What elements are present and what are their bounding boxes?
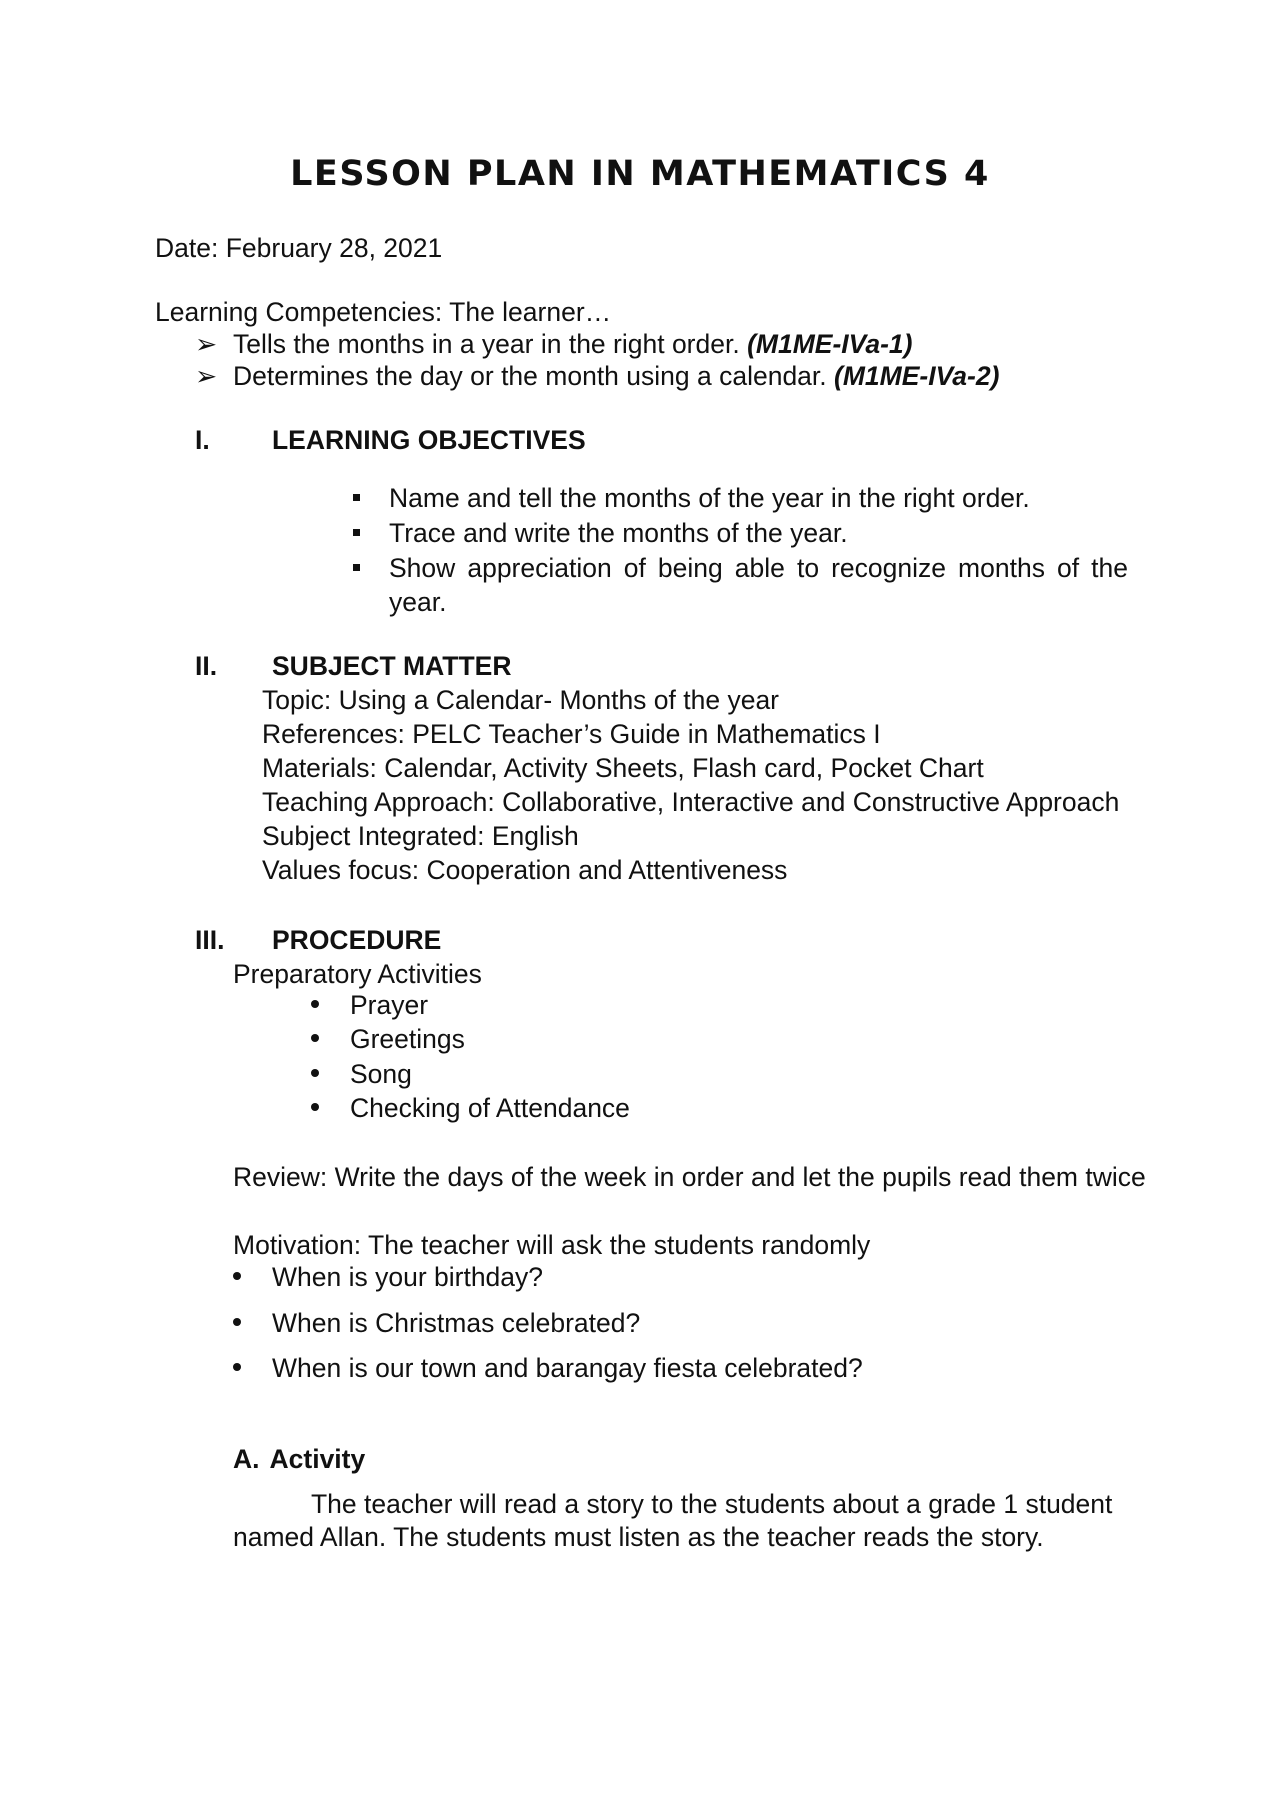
section-numeral: I. [195,425,210,455]
round-bullet-icon [311,1103,319,1111]
preparatory-item: Song [350,1059,412,1089]
round-bullet-icon [311,1000,319,1008]
arrowhead-bullet-icon: ➢ [195,361,218,392]
objective-item-continued: year. [389,587,447,617]
subject-topic: Topic: Using a Calendar- Months of the year [262,685,780,715]
section-heading: PROCEDURE [272,925,442,955]
subject-values: Values focus: Cooperation and Attentiveness [262,855,788,885]
section-heading: LEARNING OBJECTIVES [272,425,586,455]
round-bullet-icon [233,1363,241,1371]
date-line: Date: February 28, 2021 [155,233,443,263]
competency-item: ➢ Determines the day or the month using a calendar. (M1ME-IVa-2) [195,361,1000,392]
round-bullet-icon [233,1272,241,1280]
subject-integrated: Subject Integrated: English [262,821,579,851]
arrowhead-bullet-icon: ➢ [195,329,218,360]
document-title: LESSON PLAN IN MATHEMATICS 4 [290,154,990,194]
round-bullet-icon [311,1069,319,1077]
section-numeral: II. [195,651,218,681]
square-bullet-icon [353,564,360,571]
competency-item: ➢ Tells the months in a year in the right order. (M1ME-IVa-1) [195,329,913,360]
objective-item: Show appreciation of being able to recognize months of the [389,553,1128,583]
section-numeral: III. [195,925,225,955]
preparatory-heading: Preparatory Activities [233,959,482,989]
objective-item: Name and tell the months of the year in the right order. [389,483,1030,513]
activity-heading: A. Activity [233,1444,366,1474]
subject-materials: Materials: Calendar, Activity Sheets, Flash card, Pocket Chart [262,753,984,783]
section-heading: SUBJECT MATTER [272,651,512,681]
round-bullet-icon [233,1318,241,1326]
preparatory-item: Checking of Attendance [350,1093,630,1123]
motivation-line: Motivation: The teacher will ask the students randomly [233,1230,871,1260]
activity-paragraph-line: named Allan. The students must listen as the teacher reads the story. [233,1522,1044,1552]
motivation-question: When is our town and barangay fiesta celebrated? [272,1353,863,1383]
preparatory-item: Prayer [350,990,429,1020]
square-bullet-icon [353,529,360,536]
motivation-question: When is your birthday? [272,1262,544,1292]
review-line: Review: Write the days of the week in order and let the pupils read them twice [233,1162,1146,1192]
square-bullet-icon [353,494,360,501]
subject-approach: Teaching Approach: Collaborative, Interactive and Constructive Approach [262,787,1120,817]
activity-paragraph-line: The teacher will read a story to the students about a grade 1 student [311,1489,1113,1519]
objective-item: Trace and write the months of the year. [389,518,848,548]
motivation-question: When is Christmas celebrated? [272,1308,641,1338]
subject-references: References: PELC Teacher’s Guide in Mathematics I [262,719,881,749]
round-bullet-icon [311,1034,319,1042]
competencies-intro: Learning Competencies: The learner… [155,297,612,327]
preparatory-item: Greetings [350,1024,465,1054]
